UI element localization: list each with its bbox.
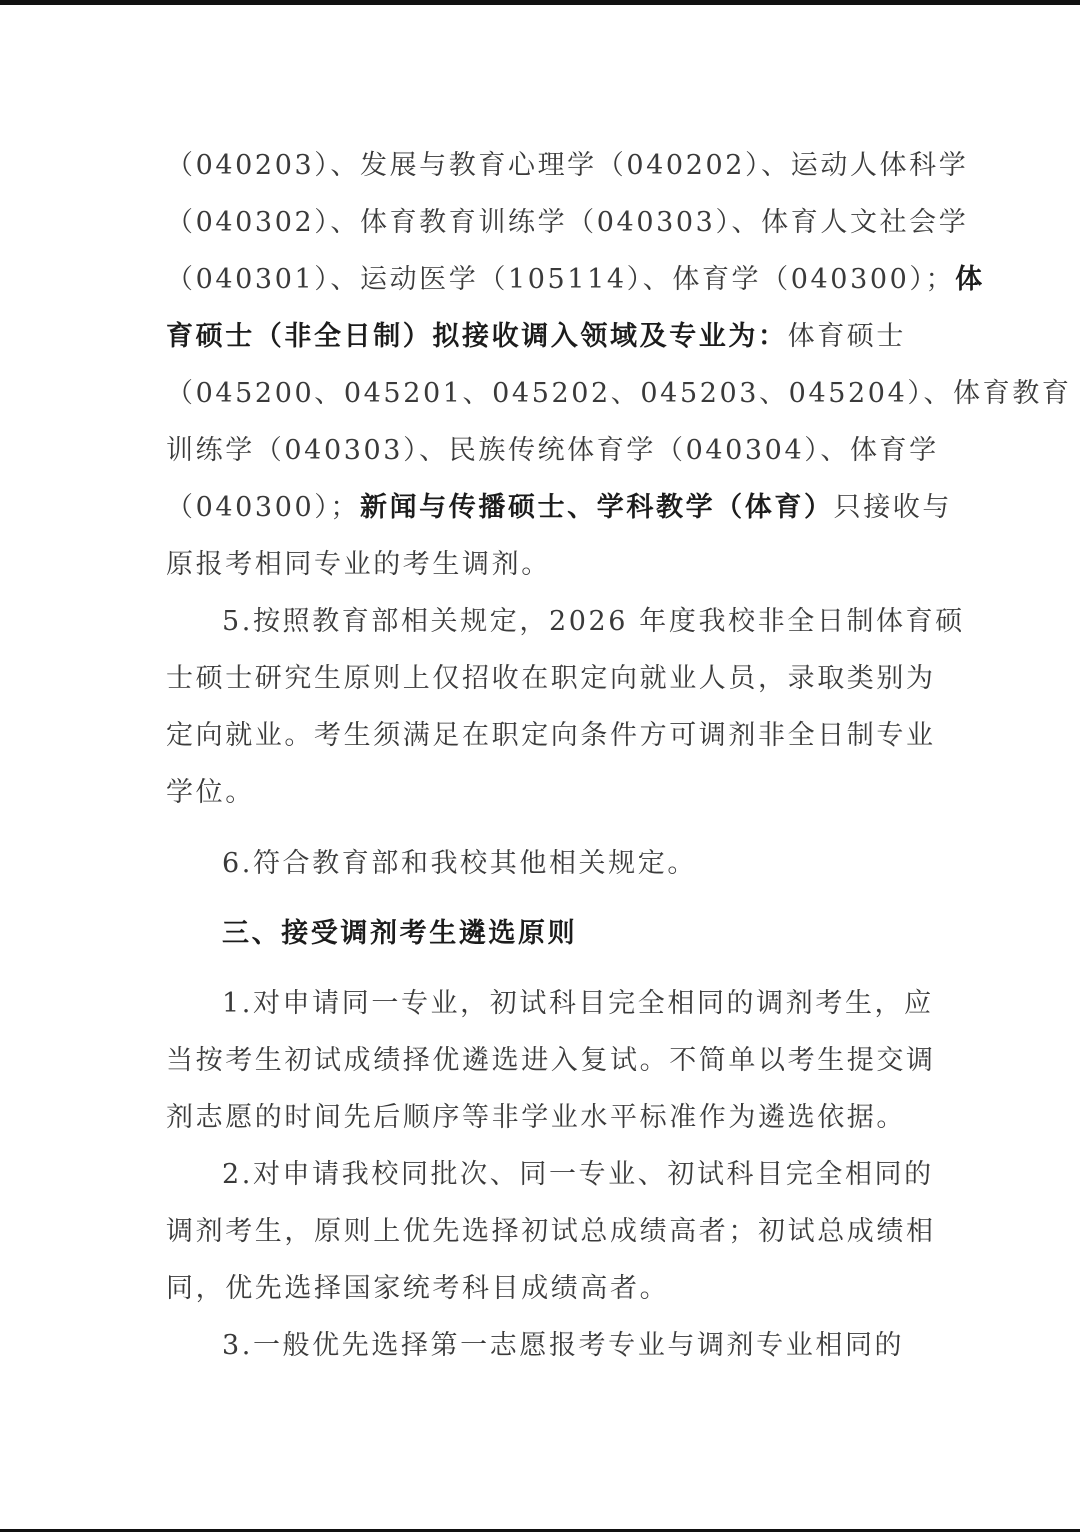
paragraph-spacer	[166, 821, 918, 835]
text-line: 定向就业。考生须满足在职定向条件方可调剂非全日制专业	[166, 720, 936, 751]
bold-run: 育硕士（非全日制）拟接收调入领域及专业为：	[166, 321, 788, 352]
text-line: 3.一般优先选择第一志愿报考专业与调剂专业相同的	[222, 1330, 905, 1361]
text-run: （040300）；	[166, 492, 360, 523]
text-line: 调剂考生，原则上优先选择初试总成绩高者；初试总成绩相	[166, 1216, 936, 1247]
text-line: （040203）、发展与教育心理学（040202）、运动人体科学	[166, 150, 969, 181]
text-line	[166, 308, 918, 365]
bold-run: 新闻与传播硕士、学科教学（体育）	[359, 492, 834, 523]
text-line: （045200、045201、045202、045203、045204）、体育教育	[166, 378, 1072, 409]
bold-run: 体	[955, 264, 985, 295]
text-line: 学位。	[166, 777, 255, 808]
paragraph-spacer	[166, 892, 918, 905]
text-run: 只接收与	[833, 492, 952, 523]
text-line: 士硕士研究生原则上仅招收在职定向就业人员，录取类别为	[166, 663, 936, 694]
paragraph-spacer	[166, 962, 918, 975]
text-line: （040302）、体育教育训练学（040303）、体育人文社会学	[166, 207, 969, 238]
document-page	[166, 137, 1072, 1374]
paragraph-rule-3	[166, 1317, 918, 1374]
text-run: 体育硕士	[787, 321, 907, 352]
paragraph-major-list	[166, 137, 1072, 593]
text-line: 2.对申请我校同批次、同一专业、初试科目完全相同的	[222, 1159, 934, 1190]
text-line: 当按考生初试成绩择优遴选进入复试。不简单以考生提交调	[166, 1045, 936, 1076]
paragraph-rule-1	[166, 975, 936, 1146]
text-line: 6.符合教育部和我校其他相关规定。	[222, 848, 697, 879]
section-heading	[166, 905, 918, 962]
text-line: 1.对申请同一专业，初试科目完全相同的调剂考生，应	[222, 988, 934, 1019]
text-run: （040301）、运动医学（105114）、体育学（040300）；	[166, 264, 956, 295]
paragraph-item-6	[166, 835, 918, 892]
section-title: 三、接受调剂考生遴选原则	[222, 918, 578, 949]
top-border	[0, 0, 1080, 5]
text-line: 同，优先选择国家统考科目成绩高者。	[166, 1273, 670, 1304]
paragraph-rule-2	[166, 1146, 936, 1317]
text-line: 剂志愿的时间先后顺序等非学业水平标准作为遴选依据。	[166, 1102, 906, 1133]
text-line: 原报考相同专业的考生调剂。	[166, 549, 551, 580]
text-line	[166, 251, 985, 308]
text-line: 5.按照教育部相关规定，2026 年度我校非全日制体育硕	[222, 606, 965, 637]
text-line	[166, 479, 952, 536]
text-line: 训练学（040303）、民族传统体育学（040304）、体育学	[166, 435, 939, 466]
paragraph-item-5	[166, 593, 965, 821]
